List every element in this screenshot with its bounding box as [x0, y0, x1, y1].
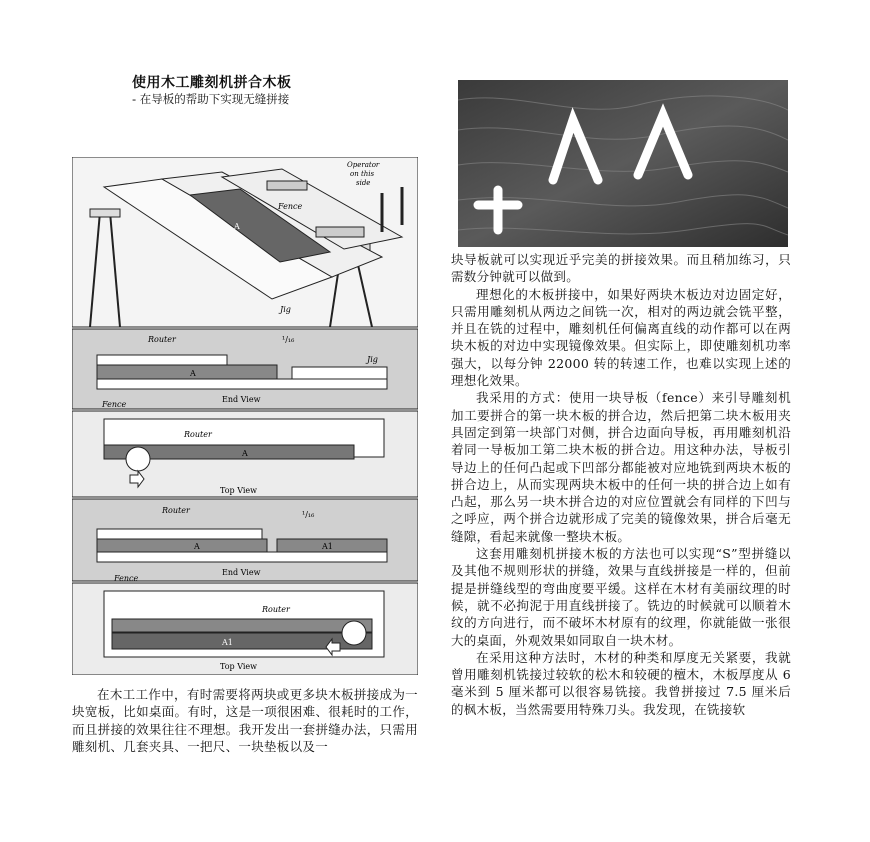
label-jig-top: Jig: [280, 305, 291, 314]
label-a-end2: A: [194, 542, 200, 551]
perspective-panel: [72, 157, 418, 327]
label-gap-2: ¹/₁₆: [302, 510, 315, 519]
label-a-top: A: [234, 222, 240, 231]
label-router-top2: Router: [262, 605, 290, 614]
paragraph-s-joint: 这套用雕刻机拼接木板的方法也可以实现“S”型拼缝以及其他不规则形状的拼缝，效果与直线拼接是一样的，但前提是拼缝线型的弯曲度要平缓。这样在木材有美丽纹理的时候，就不必拘泥于用直线拼接了。铣边的时候就可以顺着木纹的方向进行，而不破坏木材原有的纹理，你就能做一张很大的桌面，外观效果如同取自一块木材。: [451, 546, 791, 648]
label-router-1: Router: [148, 335, 176, 344]
label-gap-1: ¹/₁₆: [282, 335, 295, 344]
label-a-top1: A: [242, 449, 248, 458]
paragraph-materials: 在采用这种方法时，木材的种类和厚度无关紧要，我就曾用雕刻机铣接过较软的松木和较硬的檀木，木板厚度从 6 毫米到 5 厘米都可以很容易铣接。我曾拼接过 7.5 厘米后的枫木板，当然需要用特殊刀头。我发现，在铣接软: [451, 649, 791, 717]
label-router-2: Router: [162, 506, 190, 515]
label-a1-end2: A1: [322, 542, 333, 551]
label-top-view-1: Top View: [220, 486, 257, 495]
label-fence-2: Fence: [114, 574, 139, 583]
article-title: 使用木工雕刻机拼合木板: [132, 75, 292, 91]
label-end-view-2: End View: [222, 568, 261, 577]
label-end-view-1: End View: [222, 395, 261, 404]
body-column-left: [72, 686, 418, 755]
article-subtitle: - 在导板的帮助下实现无缝拼接: [132, 92, 290, 106]
label-side: side: [356, 179, 371, 187]
label-router-top1: Router: [184, 430, 212, 439]
top-view-1-panel: [72, 400, 418, 497]
label-top-view-2: Top View: [220, 662, 257, 671]
jig-illustration: [72, 157, 418, 675]
paragraph-continuation: 块导板就可以实现近乎完美的拼接效果。而且稍加练习，只需数分钟就可以做到。: [451, 252, 791, 285]
label-operator: Operator: [347, 161, 380, 169]
paragraph-method: 我采用的方式：使用一块导板（fence）来引导雕刻机加工要拼合的第一块木板的拼合边，然后把第二块木板用夹具固定到第一块部门对侧，拼合边面向导板，再用雕刻机沿着同一导板加工第二块木板的拼合边。用这种办法，导板引导边上的任何凸起或下凹部分都能被对应地铣到两块木板的拼合边上，从而实现两块木板中的任何一块的拼合边上如有凸起，那么另一块木拼合边的对应位置就会有同样的下凹与之呼应，两个拼合边就形成了完美的镜像效果，拼合后毫无缝隙，看起来就像一整块木板。: [451, 390, 791, 544]
label-a-end1: A: [190, 369, 196, 378]
body-column-right: [451, 251, 791, 718]
end-view-1-panel: [72, 329, 418, 409]
paragraph-intro: 在木工工作中，有时需要将两块或更多块木板拼接成为一块宽板，比如桌面。有时，这是一项很困难、很耗时的工作，而且拼接的效果往往不理想。我开发出一套拼缝办法，只需用雕刻机、几套夹具、一把尺、一块垫板以及一: [72, 687, 418, 754]
wood-grain-photo: [458, 80, 788, 247]
label-fence-1: Fence: [102, 400, 127, 409]
paragraph-ideal: 理想化的木板拼接中，如果好两块木板边对边固定好，只需用雕刻机从两边之间铣一次，相对的两边就会铣平整，并且在铣的过程中，雕刻机任何偏离直线的动作都可以在两块木板的对边中实现镜像效果。但实际上，即使雕刻机功率强大，以每分钟 22000 转的转速工作，也难以实现上述的理想化效果。: [451, 286, 791, 389]
label-on-this: on this: [350, 170, 375, 178]
label-a1-top2: A1: [222, 638, 233, 647]
top-view-2-panel: [72, 574, 418, 675]
end-view-2-panel: [72, 499, 418, 581]
label-fence-top: Fence: [278, 202, 303, 211]
label-jig-end1: Jig: [367, 355, 378, 364]
